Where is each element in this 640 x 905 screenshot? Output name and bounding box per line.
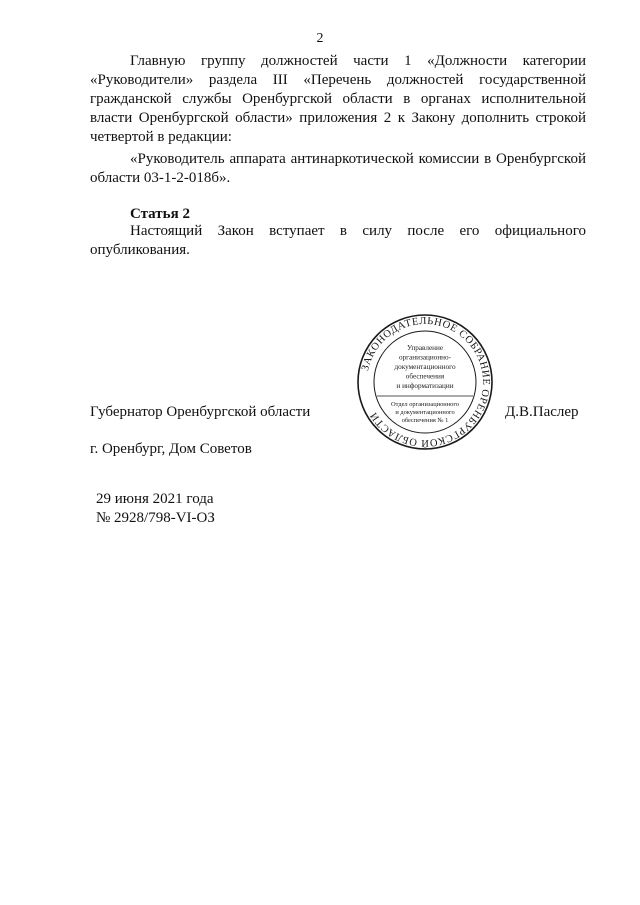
stamp-inner-top-line: документационного [394,363,456,371]
stamp-inner-top-line: обеспечения [405,372,445,381]
stamp-inner-top-line: Управление [406,344,444,352]
paragraph-entry-into-force: Настоящий Закон вступает в силу после его официального опубликования. [90,223,586,258]
signature-name: Д.В.Паслер [505,404,579,420]
stamp-inner-top-line: и информатизации [396,382,454,390]
paragraph-amendment: Главную группу должностей части 1 «Должности категории «Руководители» раздела III «Перечень должностей государственной гражданской службы Оренбургской области в органах исполнительной власти Оренбургской области» приложения 2 к Закону дополнить строкой четвертой в редакции: [90,53,586,145]
signing-place: г. Оренбург, Дом Советов [90,441,252,457]
official-seal-stamp [355,312,495,452]
signature-position: Губернатор Оренбургской области [90,404,311,420]
law-number: № 2928/798-VI-ОЗ [96,510,215,526]
stamp-inner-bottom-line: обеспечения № 1 [401,417,449,424]
page-number: 2 [316,31,324,46]
signing-date: 29 июня 2021 года [96,491,214,507]
article-heading: Статья 2 [130,206,190,222]
stamp-inner-top-line: организационно- [398,353,452,362]
stamp-inner-bottom-line: Отдел организационного [391,401,459,408]
stamp-outer-text: ЗАКОНОДАТЕЛЬНОЕ СОБРАНИЕ ОРЕНБУРГСКОЙ ОБЛАСТИ [360,315,492,449]
paragraph-new-position: «Руководитель аппарата антинаркотической комиссии в Оренбургской области 03-1-2-018б». [90,151,586,186]
stamp-inner-bottom-line: и документационного [395,409,455,416]
